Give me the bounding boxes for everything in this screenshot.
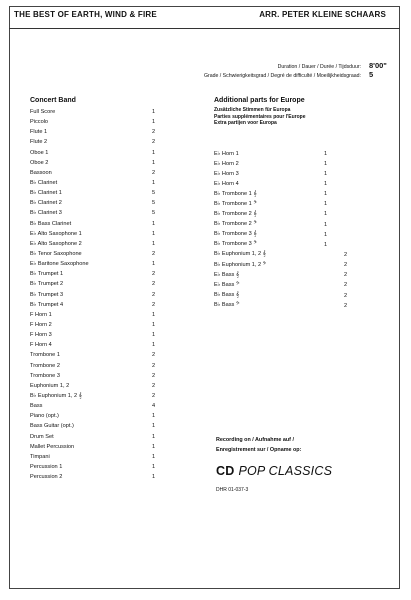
part-name: Oboe 1 xyxy=(30,149,49,156)
part-name: Trombone 1 xyxy=(30,352,60,359)
additional-parts-subtitles xyxy=(214,107,364,127)
part-quantity: 1 xyxy=(152,109,156,116)
part-name: Bassoon xyxy=(30,169,52,176)
part-quantity-alt: 2 xyxy=(344,292,348,299)
part-name: B♭ Trombone 1 𝄢 xyxy=(214,200,257,207)
list-item xyxy=(30,239,180,249)
list-item xyxy=(214,260,364,270)
part-quantity: 2 xyxy=(152,251,156,258)
part-name: B♭ Bass 𝄢 xyxy=(214,302,240,309)
cd-title xyxy=(216,464,376,478)
part-quantity: 2 xyxy=(152,169,156,176)
list-item xyxy=(214,230,364,240)
part-quantity: 1 xyxy=(324,241,328,248)
part-quantity: 1 xyxy=(152,311,156,318)
list-item xyxy=(30,310,180,320)
part-name: B♭ Tenor Saxophone xyxy=(30,251,82,258)
part-name: Trombone 2 xyxy=(30,362,60,369)
part-quantity: 2 xyxy=(152,281,156,288)
part-name: Bass xyxy=(30,403,43,410)
part-name: E♭ Bass 𝄢 xyxy=(214,281,240,288)
list-item xyxy=(30,462,180,472)
list-item xyxy=(30,279,180,289)
part-quantity: 5 xyxy=(152,190,156,197)
part-quantity: 1 xyxy=(152,149,156,156)
list-item xyxy=(30,421,180,431)
list-item xyxy=(30,127,180,137)
list-item xyxy=(30,198,180,208)
list-item xyxy=(214,209,364,219)
part-name: Full Score xyxy=(30,109,56,116)
list-item xyxy=(30,188,180,198)
grade-row xyxy=(204,70,383,79)
list-item xyxy=(30,137,180,147)
grade-label: Grade / Schwierigkeitsgrad / Degré de difficulté / Moeilijkheidsgraad: xyxy=(203,73,361,79)
part-quantity: 1 xyxy=(152,463,156,470)
list-item xyxy=(214,250,364,260)
list-item xyxy=(30,178,180,188)
part-quantity: 5 xyxy=(152,210,156,217)
part-quantity: 1 xyxy=(152,433,156,440)
part-name: E♭ Horn 2 xyxy=(214,160,239,167)
order-number: DHR 01-037-3 xyxy=(216,487,249,493)
part-quantity: 1 xyxy=(324,150,328,157)
part-quantity: 1 xyxy=(152,220,156,227)
list-item xyxy=(214,280,364,290)
list-item xyxy=(30,371,180,381)
duration-label: Duration / Dauer / Durée / Tijdsduur: xyxy=(277,64,361,70)
part-quantity: 1 xyxy=(152,342,156,349)
additional-parts-list xyxy=(214,97,364,311)
list-item xyxy=(30,340,180,350)
part-name: F Horn 2 xyxy=(30,322,52,329)
duration-value: 8'00" xyxy=(369,61,387,70)
part-name: F Horn 4 xyxy=(30,342,52,349)
concert-band-title: Concert Band xyxy=(30,97,76,104)
part-quantity: 1 xyxy=(152,474,156,481)
part-quantity: 2 xyxy=(152,393,156,399)
part-name: B♭ Bass Clarinet xyxy=(30,220,72,227)
part-name: Oboe 2 xyxy=(30,159,49,166)
part-name: B♭ Trumpet 1 xyxy=(30,271,64,278)
part-name: E♭ Horn 3 xyxy=(214,170,239,177)
list-item xyxy=(30,168,180,178)
part-name: E♭ Baritone Saxophone xyxy=(30,261,89,268)
list-item xyxy=(214,240,364,250)
list-item xyxy=(214,290,364,300)
list-item xyxy=(30,269,180,279)
part-quantity: 2 xyxy=(152,372,156,379)
list-item xyxy=(214,199,364,209)
list-item xyxy=(214,149,364,159)
list-item xyxy=(30,107,180,117)
list-item xyxy=(30,219,180,229)
cd-label: CD xyxy=(216,464,235,478)
list-item xyxy=(30,249,180,259)
part-name: B♭ Trumpet 2 xyxy=(30,281,64,288)
part-name: Piccolo xyxy=(30,119,49,126)
recording-info xyxy=(216,436,376,493)
part-quantity: 1 xyxy=(152,180,156,187)
part-name: Drum Set xyxy=(30,433,54,440)
concert-band-list xyxy=(30,97,180,482)
recording-line-2: Enregistrement sur / Opname op: xyxy=(216,446,302,453)
list-item xyxy=(30,117,180,127)
grade-value: 5 xyxy=(369,70,374,79)
part-name: B♭ Trumpet 3 xyxy=(30,291,64,298)
list-item xyxy=(30,391,180,401)
list-item xyxy=(214,219,364,229)
part-quantity: 1 xyxy=(324,180,328,187)
part-name: Trombone 3 xyxy=(30,372,60,379)
list-item xyxy=(30,158,180,168)
part-quantity: 1 xyxy=(324,211,328,218)
part-quantity: 2 xyxy=(152,352,156,359)
part-quantity: 1 xyxy=(324,160,328,167)
part-name: B♭ Trumpet 4 xyxy=(30,301,64,308)
part-name: B♭ Clarinet 2 xyxy=(30,200,62,207)
subtitle-german: Zusätzliche Stimmen für Europa xyxy=(214,107,291,113)
part-quantity-alt: 2 xyxy=(344,282,348,289)
part-quantity: 5 xyxy=(152,200,156,207)
part-quantity: 1 xyxy=(324,170,328,177)
part-quantity: 1 xyxy=(324,231,328,238)
part-name: B♭ Euphonium 1, 2 𝄢 xyxy=(214,261,267,268)
list-item xyxy=(214,270,364,280)
part-name: Percussion 2 xyxy=(30,474,63,481)
list-item xyxy=(214,159,364,169)
part-name: E♭ Horn 4 xyxy=(214,180,239,187)
part-quantity: 1 xyxy=(152,423,156,430)
part-quantity-alt: 2 xyxy=(344,251,348,258)
part-quantity-alt: 2 xyxy=(344,262,348,269)
part-quantity: 1 xyxy=(324,221,328,228)
part-quantity: 1 xyxy=(324,201,328,208)
list-item xyxy=(30,432,180,442)
list-item xyxy=(30,208,180,218)
part-name: E♭ Bass 𝄞 xyxy=(214,271,240,278)
part-name: F Horn 3 xyxy=(30,332,52,339)
part-quantity: 1 xyxy=(152,322,156,329)
recording-line-1: Recording on / Aufnahme auf / xyxy=(216,437,294,443)
part-name: B♭ Trombone 2 𝄢 xyxy=(214,221,257,228)
list-item xyxy=(30,148,180,158)
part-name: B♭ Clarinet xyxy=(30,180,58,187)
subtitle-dutch: Extra partijen voor Europa xyxy=(214,120,277,126)
part-name: Percussion 1 xyxy=(30,463,63,470)
concert-band-rows xyxy=(30,107,180,482)
list-item xyxy=(30,411,180,421)
list-item xyxy=(214,179,364,189)
part-name: B♭ Bass 𝄞 xyxy=(214,292,240,299)
list-item xyxy=(30,442,180,452)
additional-parts-rows xyxy=(214,149,364,311)
part-quantity: 2 xyxy=(152,271,156,278)
piece-title: THE BEST OF EARTH, WIND & FIRE xyxy=(14,10,157,19)
part-name: Flute 2 xyxy=(30,139,48,146)
additional-parts-title: Additional parts for Europe xyxy=(214,97,305,104)
part-name: Euphonium 1, 2 xyxy=(30,382,70,389)
part-name: Mallet Percussion xyxy=(30,443,75,450)
list-item xyxy=(30,320,180,330)
subtitle-french: Parties supplémentaires pour l'Europe xyxy=(214,113,306,120)
part-quantity: 1 xyxy=(152,230,156,237)
part-quantity: 1 xyxy=(324,191,328,198)
part-name: B♭ Euphonium 1, 2 𝄞 xyxy=(30,392,82,399)
list-item xyxy=(214,169,364,179)
list-item xyxy=(30,229,180,239)
list-item xyxy=(30,361,180,371)
part-quantity: 1 xyxy=(152,443,156,450)
list-item xyxy=(214,189,364,199)
list-item xyxy=(30,350,180,360)
part-name: F Horn 1 xyxy=(30,311,52,318)
part-quantity: 4 xyxy=(152,403,156,410)
duration-row xyxy=(277,61,387,70)
part-name: E♭ Alto Saxophone 2 xyxy=(30,240,82,247)
part-quantity: 2 xyxy=(152,301,156,308)
list-item xyxy=(30,401,180,411)
part-name: Timpani xyxy=(30,453,50,460)
part-quantity: 1 xyxy=(152,413,156,420)
part-name: Piano (opt.) xyxy=(30,413,59,420)
part-name: E♭ Alto Saxophone 1 xyxy=(30,230,82,237)
part-quantity: 2 xyxy=(152,139,156,146)
part-quantity-alt: 2 xyxy=(344,302,348,309)
part-quantity: 2 xyxy=(152,291,156,298)
header-divider xyxy=(9,28,400,29)
part-quantity: 2 xyxy=(152,382,156,389)
part-name: B♭ Trombone 2 𝄞 xyxy=(214,210,257,217)
part-quantity: 2 xyxy=(152,129,156,136)
part-name: B♭ Trombone 1 𝄞 xyxy=(214,190,257,197)
part-name: B♭ Clarinet 1 xyxy=(30,190,62,197)
list-item xyxy=(214,301,364,311)
part-name: B♭ Trombone 3 𝄢 xyxy=(214,241,257,248)
part-quantity: 1 xyxy=(152,332,156,339)
list-item xyxy=(30,300,180,310)
part-name: Bass Guitar (opt.) xyxy=(30,423,74,430)
list-item xyxy=(30,452,180,462)
part-quantity-alt: 2 xyxy=(344,272,348,279)
part-quantity: 1 xyxy=(152,261,156,268)
part-name: E♭ Horn 1 xyxy=(214,150,239,157)
part-name: B♭ Trombone 3 𝄞 xyxy=(214,231,257,238)
album-title: POP CLASSICS xyxy=(238,464,333,478)
list-item xyxy=(30,381,180,391)
part-quantity: 2 xyxy=(152,362,156,369)
part-quantity: 1 xyxy=(152,119,156,126)
part-quantity: 1 xyxy=(152,453,156,460)
arranger: ARR. PETER KLEINE SCHAARS xyxy=(259,10,386,19)
list-item xyxy=(30,290,180,300)
part-name: B♭ Euphonium 1, 2 𝄞 xyxy=(214,251,266,258)
list-item xyxy=(30,259,180,269)
part-name: Flute 1 xyxy=(30,129,48,136)
list-item xyxy=(30,472,180,482)
part-quantity: 1 xyxy=(152,159,156,166)
list-item xyxy=(30,330,180,340)
part-quantity: 1 xyxy=(152,240,156,247)
part-name: B♭ Clarinet 3 xyxy=(30,210,62,217)
